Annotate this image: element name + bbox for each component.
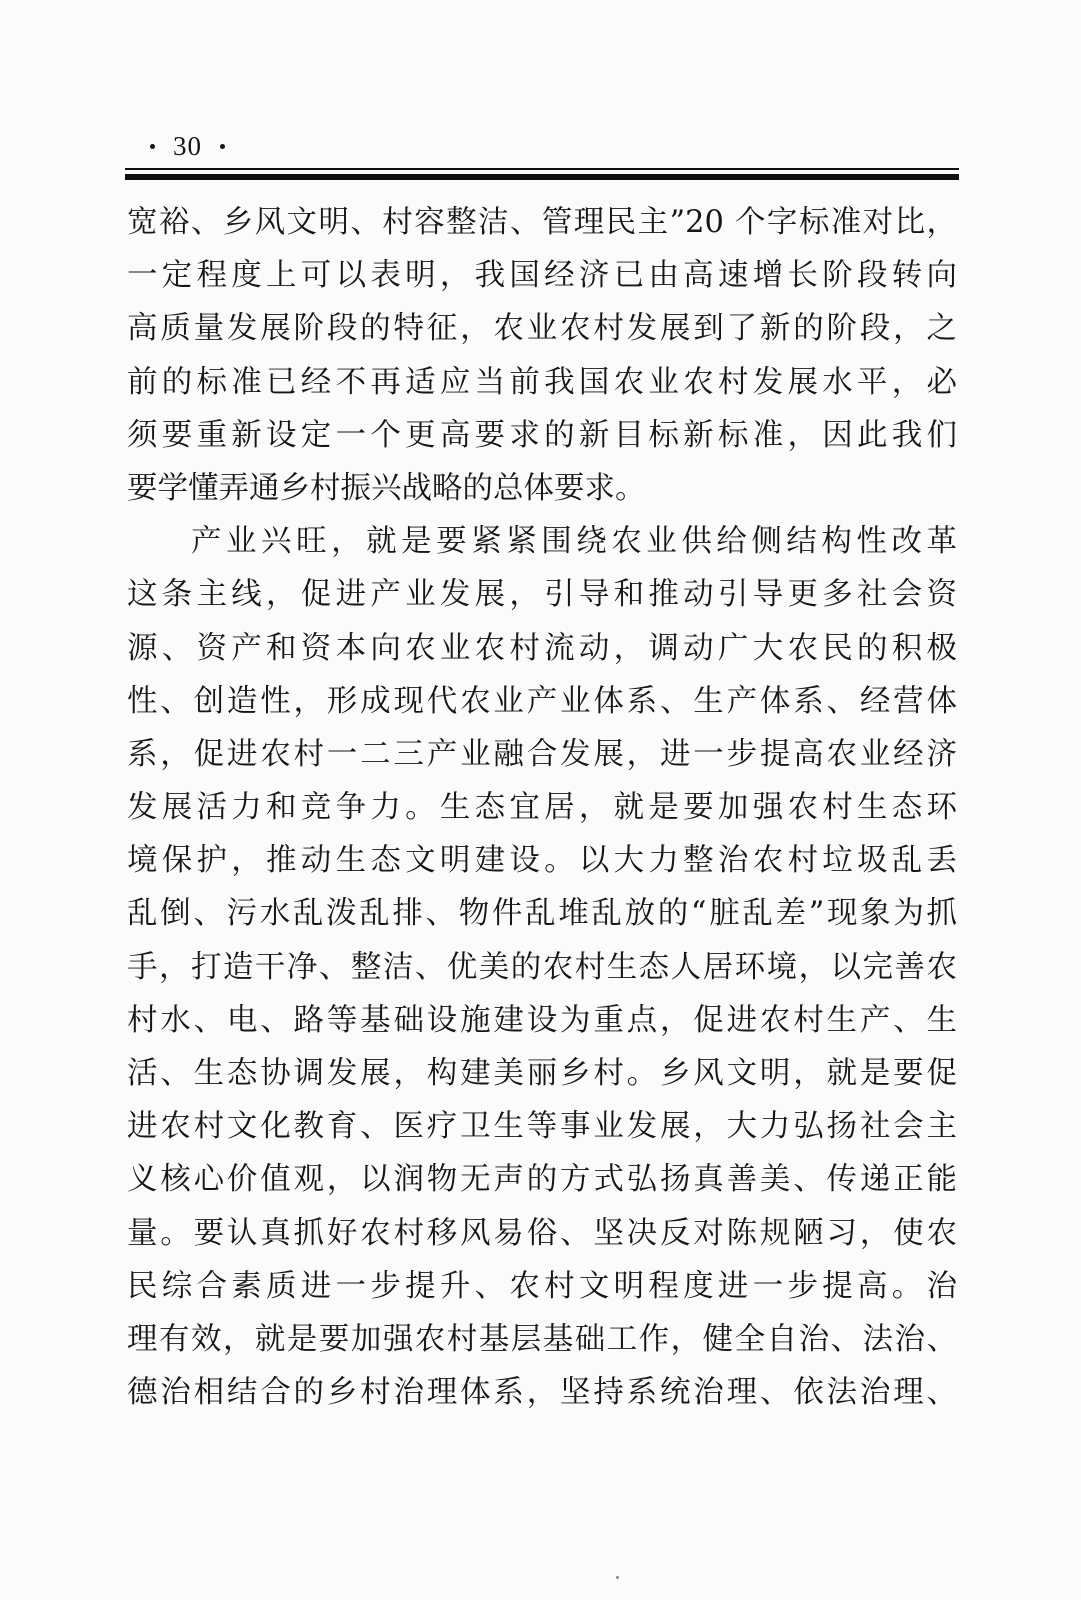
text-line: 源、资产和资本向农业农村流动，调动广大农民的积极 <box>127 630 957 666</box>
header-rule-thin <box>125 168 959 170</box>
text-line: 产业兴旺，就是要紧紧围绕农业供给侧结构性改革 <box>191 524 957 560</box>
text-line: 宽裕、乡风文明、村容整洁、管理民主”20 个字标准对比， <box>127 205 957 240</box>
bullet-dot-icon <box>150 144 155 149</box>
text-line: 一定程度上可以表明，我国经济已由高速增长阶段转向 <box>127 258 957 294</box>
text-line: 德治相结合的乡村治理体系，坚持系统治理、依法治理、 <box>127 1375 957 1411</box>
text-line: 活、生态协调发展，构建美丽乡村。乡风文明，就是要促 <box>127 1056 957 1091</box>
body-text <box>127 196 957 1419</box>
text-line: 前的标准已经不再适应当前我国农业农村发展水平，必 <box>127 364 957 400</box>
text-line: 村水、电、路等基础设施建设为重点，促进农村生产、生 <box>127 1002 957 1038</box>
paragraph-1 <box>127 196 957 515</box>
paragraph-2 <box>127 515 957 1419</box>
text-line: 性、创造性，形成现代农业产业体系、生产体系、经营体 <box>127 683 957 719</box>
text-line: 境保护，推动生态文明建设。以大力整治农村垃圾乱丢 <box>127 843 957 879</box>
text-line: 发展活力和竞争力。生态宜居，就是要加强农村生态环 <box>127 790 957 826</box>
text-line: 这条主线，促进产业发展，引导和推动引导更多社会资 <box>127 577 957 613</box>
bullet-dot-icon <box>220 144 225 149</box>
text-line: 高质量发展阶段的特征，农业农村发展到了新的阶段，之 <box>127 311 957 347</box>
scan-speck <box>616 1576 619 1579</box>
text-line: 义核心价值观，以润物无声的方式弘扬真善美、传递正能 <box>127 1162 957 1198</box>
page-header <box>140 128 235 164</box>
text-line: 要学懂弄通乡村振兴战略的总体要求。 <box>127 470 646 506</box>
text-line: 乱倒、污水乱泼乱排、物件乱堆乱放的“脏乱差”现象为抓 <box>127 896 957 932</box>
text-line: 手，打造干净、整洁、优美的农村生态人居环境，以完善农 <box>127 949 957 985</box>
header-rule-thick <box>125 174 959 180</box>
text-line: 进农村文化教育、医疗卫生等事业发展，大力弘扬社会主 <box>127 1109 957 1145</box>
text-line: 系，促进农村一二三产业融合发展，进一步提高农业经济 <box>127 736 957 772</box>
text-line: 须要重新设定一个更高要求的新目标新标准，因此我们 <box>127 417 957 453</box>
text-line: 理有效，就是要加强农村基层基础工作，健全自治、法治、 <box>127 1321 957 1357</box>
text-line: 民综合素质进一步提升、农村文明程度进一步提高。治 <box>127 1268 957 1304</box>
page-number: 30 <box>173 130 202 161</box>
text-line: 量。要认真抓好农村移风易俗、坚决反对陈规陋习，使农 <box>127 1215 957 1251</box>
